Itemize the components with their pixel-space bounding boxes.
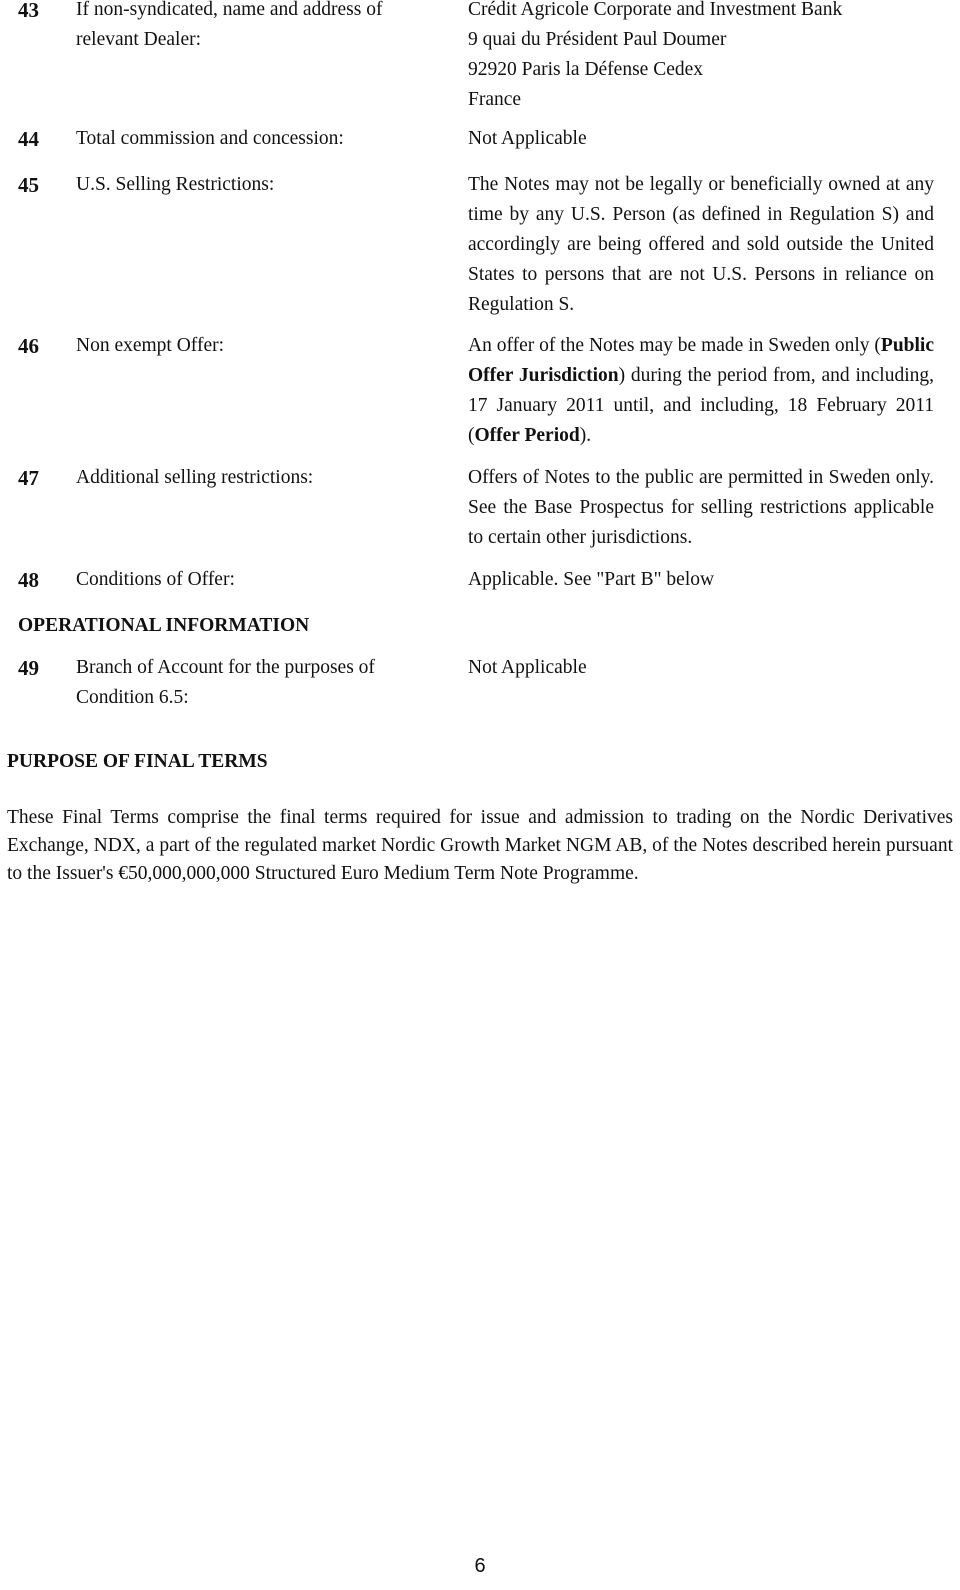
value-text: An offer of the Notes may be made in Sweden only ( (468, 335, 881, 356)
value-text: ). (579, 425, 592, 446)
item-label: Total commission and concession: (76, 128, 344, 149)
item-number: 49 (18, 656, 39, 680)
section-heading-purpose: PURPOSE OF FINAL TERMS (7, 751, 268, 772)
item-label: Conditions of Offer: (76, 569, 235, 590)
item-number: 45 (18, 173, 39, 197)
item-value: Not Applicable (468, 657, 587, 678)
purpose-paragraph: These Final Terms comprise the final terms required for issue and admission to trading on the Nordic Derivatives Exchange, NDX, a part of the regulated market Nordic Growth Market NGM AB, of the Notes described herein pursuant to the Issuer's €50,000,000,000 Structured Euro Medium Term Note Programme. (7, 807, 953, 884)
value-text: ) during the period from, and including, 17 January 2011 until, and including, 18 February 2011 ( (468, 365, 934, 446)
item-value (468, 0, 934, 115)
item-label: Additional selling restrictions: (76, 467, 314, 488)
item-label: Non exempt Offer: (76, 335, 225, 356)
item-label: If non-syndicated, name and address of relevant Dealer: (76, 0, 383, 50)
dealer-name: Crédit Agricole Corporate and Investment Bank (468, 0, 843, 20)
section-heading-operational: OPERATIONAL INFORMATION (18, 615, 310, 636)
defined-term: Public Offer Jurisdiction (468, 335, 934, 386)
page-number: 6 (474, 1555, 486, 1577)
item-number: 43 (18, 0, 39, 22)
dealer-address-street: 9 quai du Président Paul Doumer (468, 29, 727, 50)
dealer-address-city: 92920 Paris la Défense Cedex (468, 59, 704, 80)
item-number: 44 (18, 127, 39, 151)
item-number: 48 (18, 568, 39, 592)
item-value: The Notes may not be legally or beneficially owned at any time by any U.S. Person (as defined in Regulation S) and accordingly are being offered and sold outside the United States to persons that are not U.S. Persons in reliance on Regulation S. (468, 174, 934, 315)
item-value (468, 331, 934, 451)
defined-term: Offer Period (474, 425, 580, 446)
item-value: Applicable. See "Part B" below (468, 569, 715, 590)
item-label: U.S. Selling Restrictions: (76, 174, 275, 195)
item-value: Not Applicable (468, 128, 587, 149)
item-number: 46 (18, 334, 39, 358)
item-value: Offers of Notes to the public are permitted in Sweden only. See the Base Prospectus for selling restrictions applicable to certain other jurisdictions. (468, 467, 934, 548)
item-number: 47 (18, 466, 39, 490)
item-label: Branch of Account for the purposes of Condition 6.5: (76, 657, 375, 708)
dealer-address-country: France (468, 89, 522, 110)
